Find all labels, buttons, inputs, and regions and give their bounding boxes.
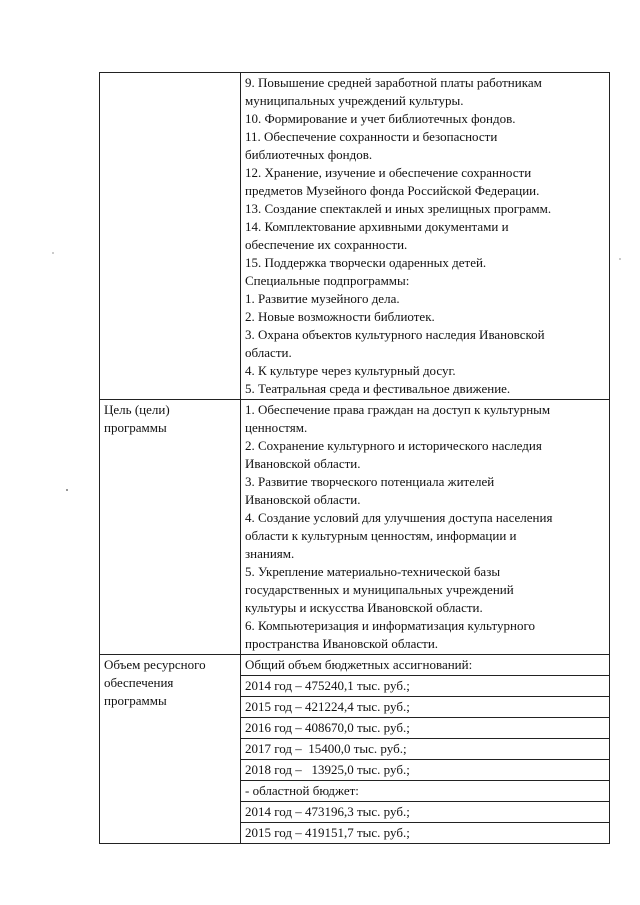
text-line: 14. Комплектование архивными документами и	[245, 219, 509, 234]
funding-line: 2015 год – 421224,4 тыс. руб.;	[241, 697, 610, 718]
list-item	[245, 401, 605, 437]
text-line: 1. Обеспечение права граждан на доступ к культурным	[245, 402, 551, 417]
text-line: 5. Укрепление материально-технической базы	[245, 564, 501, 579]
program-passport-table	[99, 72, 610, 844]
list-item	[245, 74, 605, 110]
row-label-line: Объем ресурсного	[104, 657, 206, 672]
text-line: Ивановской области.	[245, 492, 361, 507]
text-line: области к культурным ценностям, информации и	[245, 528, 517, 543]
funding-line: 2014 год – 475240,1 тыс. руб.;	[241, 676, 610, 697]
list-item	[245, 110, 605, 128]
list-item	[245, 272, 605, 290]
text-line: 10. Формирование и учет библиотечных фондов.	[245, 111, 516, 126]
text-line: 13. Создание спектаклей и иных зрелищных программ.	[245, 201, 552, 216]
text-line: знаниям.	[245, 546, 295, 561]
text-line: библиотечных фондов.	[245, 147, 373, 162]
list-item	[245, 254, 605, 272]
text-line: 9. Повышение средней заработной платы работникам	[245, 75, 542, 90]
list-item	[245, 164, 605, 200]
list-item	[245, 200, 605, 218]
table-row-funding-total	[100, 655, 610, 676]
list-item	[245, 290, 605, 308]
table-row-goals	[100, 400, 610, 655]
text-line: 2. Новые возможности библиотек.	[245, 309, 435, 324]
text-line: пространства Ивановской области.	[245, 636, 439, 651]
goals-content-cell	[241, 400, 610, 655]
scan-speck	[619, 258, 621, 260]
row-label-line: Цель (цели)	[104, 402, 170, 417]
list-item	[245, 362, 605, 380]
text-line: 4. Создание условий для улучшения доступа населения	[245, 510, 553, 525]
list-item	[245, 128, 605, 164]
text-line: 11. Обеспечение сохранности и безопасности	[245, 129, 498, 144]
text-line: 3. Развитие творческого потенциала жителей	[245, 474, 495, 489]
list-item	[245, 437, 605, 473]
funding-line: 2017 год – 15400,0 тыс. руб.;	[241, 739, 610, 760]
list-item	[245, 509, 605, 563]
funding-line: - областной бюджет:	[241, 781, 610, 802]
funding-label-cell	[100, 655, 241, 844]
list-item	[245, 563, 605, 617]
funding-line: 2014 год – 473196,3 тыс. руб.;	[241, 802, 610, 823]
row-label-line: программы	[104, 420, 167, 435]
text-line: государственных и муниципальных учреждений	[245, 582, 514, 597]
list-item	[245, 473, 605, 509]
list-item	[245, 617, 605, 653]
row-label-line: программы	[104, 693, 167, 708]
text-line: 3. Охрана объектов культурного наследия Ивановской	[245, 327, 545, 342]
list-item	[245, 380, 605, 398]
text-line: 2. Сохранение культурного и исторического наследия	[245, 438, 542, 453]
text-line: 12. Хранение, изучение и обеспечение сохранности	[245, 165, 532, 180]
funding-line: 2015 год – 419151,7 тыс. руб.;	[241, 823, 610, 844]
text-line: Ивановской области.	[245, 456, 361, 471]
funding-line: 2016 год – 408670,0 тыс. руб.;	[241, 718, 610, 739]
text-line: 6. Компьютеризация и информатизация культурного	[245, 618, 535, 633]
text-line: муниципальных учреждений культуры.	[245, 93, 464, 108]
text-line: 4. К культуре через культурный досуг.	[245, 363, 456, 378]
scan-speck	[52, 252, 54, 254]
list-item	[245, 308, 605, 326]
list-item	[245, 326, 605, 362]
text-line: ценностям.	[245, 420, 308, 435]
funding-line: 2018 год – 13925,0 тыс. руб.;	[241, 760, 610, 781]
text-line: обеспечение их сохранности.	[245, 237, 408, 252]
row-label-empty	[100, 73, 241, 400]
text-line: Специальные подпрограммы:	[245, 273, 410, 288]
goals-label-cell	[100, 400, 241, 655]
text-line: предметов Музейного фонда Российской Федерации.	[245, 183, 540, 198]
text-line: культуры и искусства Ивановской области.	[245, 600, 483, 615]
table-row-tasks	[100, 73, 610, 400]
text-line: 1. Развитие музейного дела.	[245, 291, 400, 306]
text-line: 15. Поддержка творчески одаренных детей.	[245, 255, 487, 270]
row-label-line: обеспечения	[104, 675, 174, 690]
list-item	[245, 218, 605, 254]
text-line: области.	[245, 345, 292, 360]
scan-speck	[66, 489, 68, 491]
funding-line: Общий объем бюджетных ассигнований:	[241, 655, 610, 676]
text-line: 5. Театральная среда и фестивальное движение.	[245, 381, 511, 396]
tasks-content-cell	[241, 73, 610, 400]
